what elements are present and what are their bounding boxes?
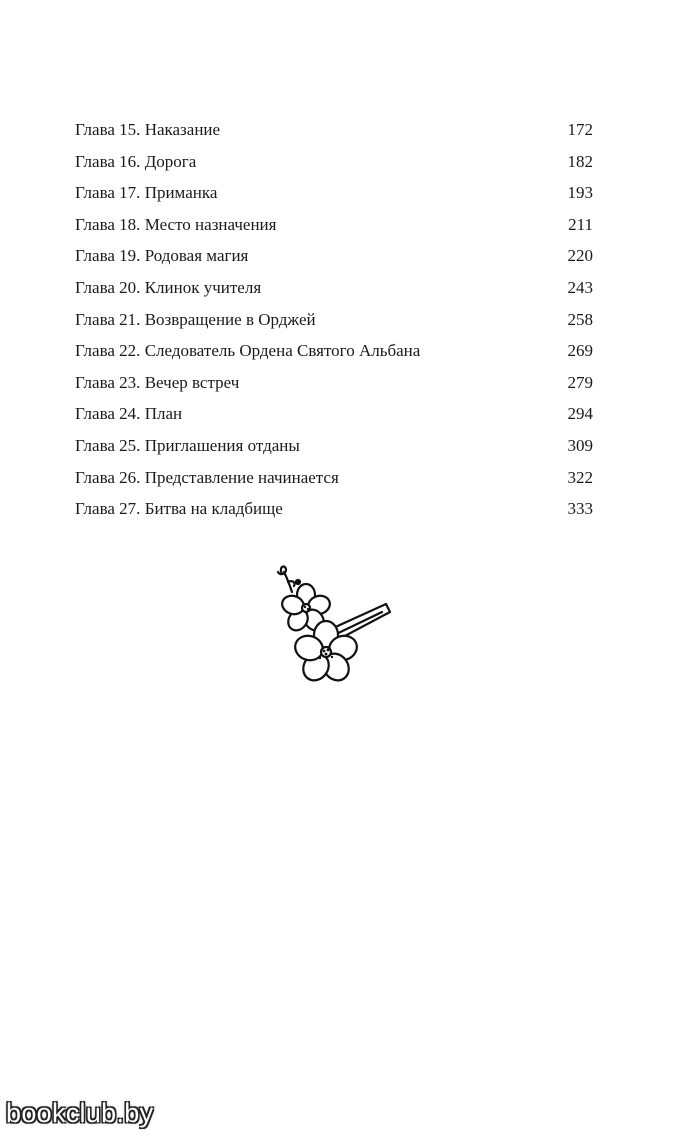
watermark: bookclub.by bbox=[6, 1098, 154, 1128]
toc-entry-title: Глава 21. Возвращение в Орджей bbox=[75, 309, 316, 329]
toc-entry[interactable] bbox=[75, 240, 593, 272]
toc-entry-title: Глава 20. Клинок учителя bbox=[75, 277, 262, 297]
toc-page-number: 172 bbox=[567, 120, 593, 139]
toc-page-number: 258 bbox=[567, 309, 593, 329]
toc-entry-title: Глава 22. Следователь Ордена Святого Альбана bbox=[75, 341, 421, 361]
toc-entry[interactable] bbox=[75, 430, 593, 462]
toc-entry-title: Глава 24. План bbox=[75, 404, 183, 424]
flower-hairpin-icon bbox=[262, 560, 392, 690]
toc-page-number: 243 bbox=[567, 277, 593, 297]
toc-entry-title: Глава 26. Представление начинается bbox=[75, 467, 339, 487]
toc-page-number: 220 bbox=[567, 246, 593, 266]
toc-entry-title: Глава 18. Место назначения bbox=[75, 214, 277, 234]
toc-entry[interactable] bbox=[75, 272, 593, 304]
toc-entry-title: Глава 25. Приглашения отданы bbox=[75, 435, 300, 455]
toc-page-number: 211 bbox=[568, 214, 593, 234]
table-of-contents bbox=[75, 114, 593, 525]
toc-page-number: 279 bbox=[567, 372, 593, 392]
toc-entry[interactable] bbox=[75, 304, 593, 336]
toc-page-number: 182 bbox=[567, 151, 593, 171]
toc-entry-title: Глава 19. Родовая магия bbox=[75, 246, 249, 266]
toc-entry-title: Глава 15. Наказание bbox=[75, 120, 221, 139]
toc-entry-title: Глава 17. Приманка bbox=[75, 183, 218, 203]
toc-entry-title: Глава 23. Вечер встреч bbox=[75, 372, 240, 392]
toc-page-number: 193 bbox=[567, 183, 593, 203]
toc-page-number: 333 bbox=[567, 499, 593, 519]
toc-entry[interactable] bbox=[75, 335, 593, 367]
toc-page-number: 322 bbox=[567, 467, 593, 487]
toc-entry[interactable] bbox=[75, 209, 593, 241]
toc-entry[interactable] bbox=[75, 177, 593, 209]
toc-page-number: 294 bbox=[567, 404, 593, 424]
toc-entry-title: Глава 27. Битва на кладбище bbox=[75, 499, 283, 519]
toc-entry[interactable] bbox=[75, 146, 593, 178]
toc-entry[interactable] bbox=[75, 493, 593, 525]
toc-entry[interactable] bbox=[75, 367, 593, 399]
toc-entry[interactable] bbox=[75, 114, 593, 146]
toc-page-number: 309 bbox=[567, 435, 593, 455]
toc-entry[interactable] bbox=[75, 398, 593, 430]
toc-page-number: 269 bbox=[567, 341, 593, 361]
toc-entry[interactable] bbox=[75, 462, 593, 494]
toc-entry-title: Глава 16. Дорога bbox=[75, 151, 197, 171]
